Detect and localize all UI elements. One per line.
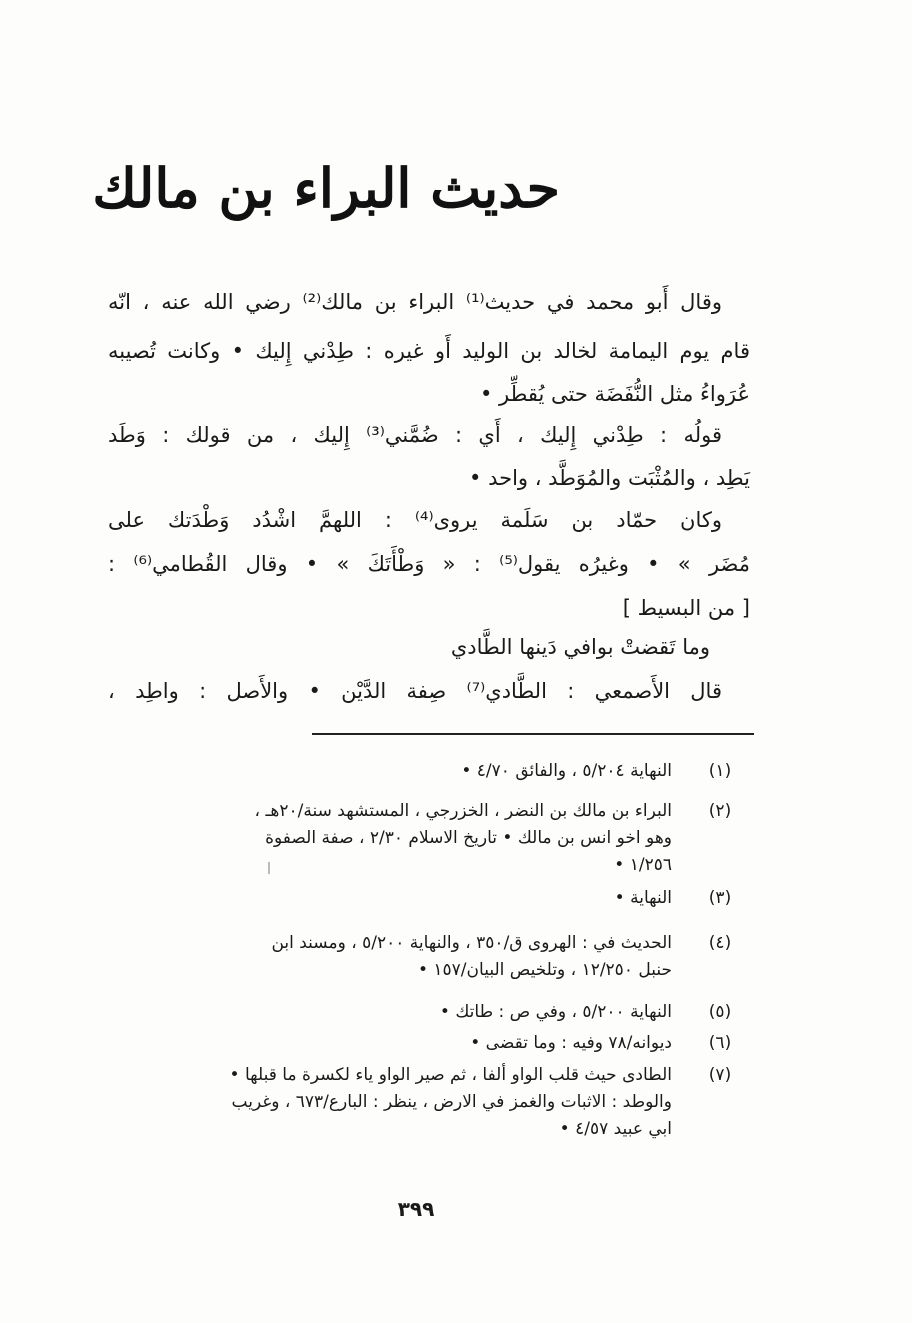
footnote-line: البراء بن مالك بن النضر ، الخزرجي ، المستشهد سنة/٢٠هـ ،: [254, 801, 672, 821]
footnote-line: الحديث في : الهروى ق/٣٥٠ ، والنهاية ٥/٢٠٠ ، ومسند ابن: [271, 933, 672, 953]
footnote-text: [72, 1030, 672, 1057]
page-number: ٣٩٩: [397, 1197, 435, 1221]
footnote-line: النهاية ٥/٢٠٤ ، والفائق ٤/٧٠ •: [461, 761, 672, 781]
footnote-text: [72, 758, 672, 785]
footnote-number: (٤): [708, 933, 732, 953]
footnote-line: الطادى حيث قلب الواو ألفا ، ثم صير الواو ياء لكسرة ما قبلها •: [229, 1065, 672, 1085]
footnote-text: [72, 930, 672, 984]
footnote-line: والوطد : الاثبات والغمز في الارض ، ينظر : البارع/٦٧٣ ، وغريب: [231, 1092, 672, 1112]
para-1-line-3: عُرَواءُ مثل النُّفَضَة حتى يُقطِّر •: [480, 382, 750, 406]
footnote-line: حنبل ١٢/٢٥٠ ، وتلخيص البيان/١٥٧ •: [417, 960, 672, 980]
footnote-line: النهاية ٥/٢٠٠ ، وفي ص : طاتك •: [439, 1002, 672, 1022]
scan-speck: [268, 862, 270, 874]
footnote-separator: [312, 733, 754, 735]
para-1-line-1: وقال أَبو محمد في حديث⁽¹⁾ البراء بن مالك⁽²⁾ رضي الله عنه ، انّه: [108, 290, 723, 314]
footnote-text: [72, 885, 672, 912]
footnote-number: (١): [708, 761, 732, 781]
footnote-text: [72, 798, 672, 879]
page-title: حديث البراء بن مالك: [92, 156, 560, 220]
footnote-text: [72, 1062, 672, 1143]
footnote-number: (٣): [708, 888, 732, 908]
para-3-line-3: [ من البسيط ]: [622, 596, 750, 620]
para-1-line-2: قام يوم اليمامة لخالد بن الوليد أَو غيره : طِدْني إِليك • وكانت تُصيبه: [108, 339, 750, 363]
closing-line: قال الأَصمعي : الطَّادي⁽⁷⁾ صِفة الدَّيْن • والأَصل : واطِد ،: [108, 679, 722, 703]
footnote-line: النهاية •: [614, 888, 672, 908]
main-text: [108, 285, 750, 685]
para-3-line-2: مُضَر » • وغيرُه يقول⁽⁵⁾ : « وَطْأَتَكَ » • وقال القُطامي⁽⁶⁾ :: [108, 552, 750, 576]
footnote-line: ابي عبيد ٤/٥٧ •: [559, 1119, 672, 1139]
footnote-text: [72, 999, 672, 1026]
footnote-number: (٧): [708, 1065, 732, 1085]
footnote-line: ١/٢٥٦ •: [614, 855, 672, 875]
poetry-verse: وما تَقضتْ بوافي دَينها الطَّادي: [450, 635, 710, 659]
footnote-number: (٢): [708, 801, 732, 821]
footnote-number: (٥): [708, 1002, 732, 1022]
para-2-line-1: قولُه : طِدْني إِليك ، أَي : ضُمَّني⁽³⁾ إِليك ، من قولك : وَطَد: [108, 423, 722, 447]
para-3-line-1: وكان حمّاد بن سَلَمة يروى⁽⁴⁾ : اللهمَّ اشْدُد وَطْدَتك على: [108, 508, 722, 532]
footnote-line: وهو اخو انس بن مالك • تاريخ الاسلام ٢/٣٠ ، صفة الصفوة: [265, 828, 672, 848]
footnote-number: (٦): [708, 1033, 732, 1053]
para-2-line-2: يَطِد ، والمُثْبَت والمُوَطَّد ، واحد •: [469, 466, 750, 490]
closing-line-block: [108, 674, 750, 714]
footnote-line: ديوانه/٧٨ وفيه : وما تقضى •: [470, 1033, 672, 1053]
